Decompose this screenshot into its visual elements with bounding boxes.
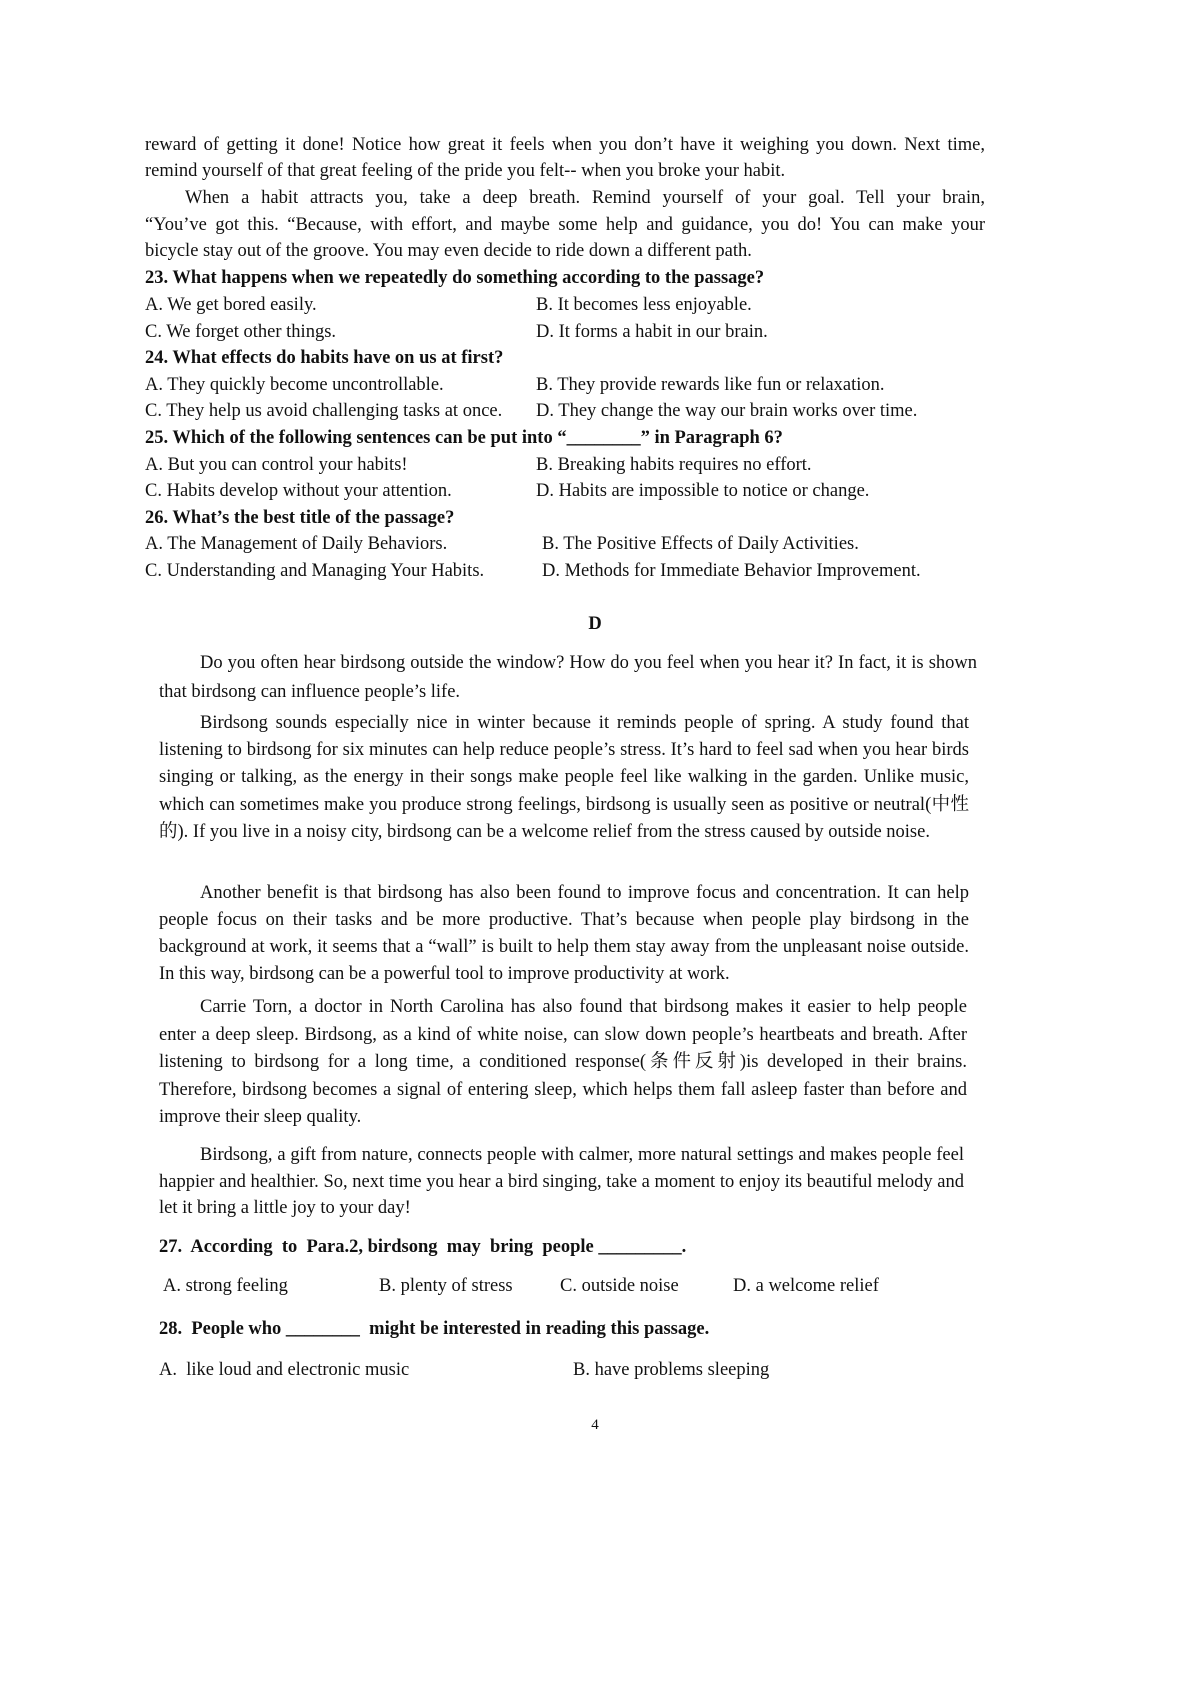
question-stem: 27. According to Para.2, birdsong may bring people _________. (159, 1237, 687, 1257)
page-number: 4 (591, 1417, 599, 1433)
option-d: D. Methods for Immediate Behavior Improvement. (542, 561, 921, 581)
question-stem: 25. Which of the following sentences can be put into “________” in Paragraph 6? (145, 428, 783, 448)
option-b: B. They provide rewards like fun or relaxation. (536, 375, 885, 395)
option-d: D. They change the way our brain works over time. (536, 401, 918, 421)
option-c: C. We forget other things. (145, 322, 337, 342)
passage-line: reward of getting it done! Notice how great it feels when you don’t have it weighing you down. Next time, (145, 135, 985, 155)
passage-paragraph: Carrie Torn, a doctor in North Carolina has also found that birdsong makes it easier to help people enter a deep sleep. Birdsong, as a kind of white noise, can slow down people’s heartbeats and breath. After listening to birdsong for a long time, a conditioned response(条件反射)is developed in their brains. Therefore, birdsong becomes a signal of entering sleep, which helps them fall asleep faster than before and improve their sleep quality. (159, 997, 967, 1127)
option-b: B. The Positive Effects of Daily Activities. (542, 534, 859, 554)
passage-line: “You’ve got this. “Because, with effort, and maybe some help and guidance, you do! You can make your (145, 215, 985, 235)
option-b: B. have problems sleeping (573, 1360, 770, 1380)
option-d: D. a welcome relief (733, 1276, 879, 1296)
option-a: A. But you can control your habits! (145, 455, 408, 475)
option-c: C. Habits develop without your attention. (145, 481, 452, 501)
passage-paragraph: Do you often hear birdsong outside the window? How do you feel when you hear it? In fact, it is shown that birdsong can influence people’s life. (159, 653, 977, 702)
passage-line: remind yourself of that great feeling of the pride you felt-- when you broke your habit. (145, 161, 786, 181)
option-a: A. They quickly become uncontrollable. (145, 375, 444, 395)
option-d: D. It forms a habit in our brain. (536, 322, 768, 342)
question-stem: 28. People who ________ might be interested in reading this passage. (159, 1319, 710, 1339)
section-heading: D (588, 614, 602, 634)
option-d: D. Habits are impossible to notice or change. (536, 481, 870, 501)
question-stem: 24. What effects do habits have on us at first? (145, 348, 504, 368)
option-b: B. Breaking habits requires no effort. (536, 455, 812, 475)
passage-line: bicycle stay out of the groove. You may even decide to ride down a different path. (145, 241, 752, 261)
option-a: A. like loud and electronic music (159, 1360, 410, 1380)
passage-paragraph: Another benefit is that birdsong has also been found to improve focus and concentration. It can help people focus on their tasks and be more productive. That’s because when people play birdsong in the background at work, it seems that a “wall” is built to help them stay away from the unpleasant noise outside. In this way, birdsong can be a powerful tool to improve productivity at work. (159, 883, 969, 984)
option-c: C. outside noise (560, 1276, 679, 1296)
option-a: A. strong feeling (163, 1276, 288, 1296)
question-stem: 23. What happens when we repeatedly do something according to the passage? (145, 268, 765, 288)
question-stem: 26. What’s the best title of the passage? (145, 508, 455, 528)
passage-paragraph: Birdsong, a gift from nature, connects people with calmer, more natural settings and makes people feel happier and healthier. So, next time you hear a bird singing, take a moment to enjoy its beautiful melody and let it bring a little joy to your day! (159, 1145, 964, 1218)
option-a: A. We get bored easily. (145, 295, 317, 315)
passage-line: When a habit attracts you, take a deep breath. Remind yourself of your goal. Tell your brain, (185, 188, 985, 208)
passage-paragraph: Birdsong sounds especially nice in winter because it reminds people of spring. A study found that listening to birdsong for six minutes can help reduce people’s stress. It’s hard to feel sad when you hear birds singing or talking, as the energy in their songs make people feel like walking in the garden. Unlike music, which can sometimes make you produce strong feelings, birdsong is usually seen as positive or neutral(中性的). If you live in a noisy city, birdsong can be a welcome relief from the stress caused by outside noise. (159, 713, 969, 842)
option-c: C. Understanding and Managing Your Habits. (145, 561, 485, 581)
option-a: A. The Management of Daily Behaviors. (145, 534, 448, 554)
option-b: B. plenty of stress (379, 1276, 513, 1296)
option-c: C. They help us avoid challenging tasks at once. (145, 401, 503, 421)
option-b: B. It becomes less enjoyable. (536, 295, 752, 315)
